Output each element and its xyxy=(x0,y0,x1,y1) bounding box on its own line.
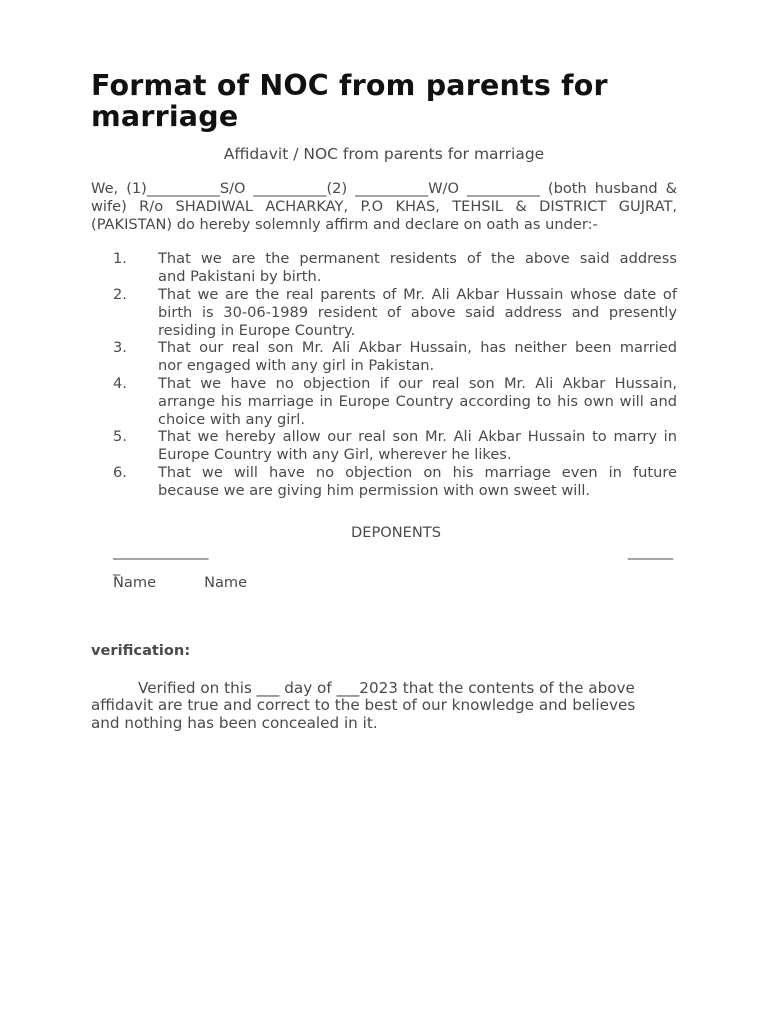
document-subtitle: Affidavit / NOC from parents for marriage xyxy=(223,145,545,163)
signature-line-right: _______ xyxy=(627,542,672,560)
list-item xyxy=(91,250,677,286)
list-item-text: That we hereby allow our real son Mr. Ali Akbar Hussain to marry in Europe Country with any Girl, wherever he likes. xyxy=(158,428,677,464)
verification-heading: verification: xyxy=(91,641,191,659)
document-page xyxy=(91,70,677,732)
verification-text: Verified on this ___ day of ___2023 that the contents of the above affidavit are true and correct to the best of our knowledge and believes and nothing has been concealed in it. xyxy=(91,678,636,732)
list-item-text: That we have no objection if our real son Mr. Ali Akbar Hussain, arrange his marriage in Europe Country according to his own will and choice with any girl. xyxy=(158,374,677,428)
list-item-number: 4. xyxy=(113,374,127,392)
list-item xyxy=(91,339,677,375)
list-item xyxy=(91,286,677,339)
deponents-heading: DEPONENTS xyxy=(351,523,441,541)
list-item-text: That we are the permanent residents of the above said address and Pakistani by birth. xyxy=(158,250,677,286)
document-title: Format of NOC from parents for marriage xyxy=(91,69,608,133)
signature-lines xyxy=(91,544,677,574)
list-item-number: 5. xyxy=(113,428,127,446)
list-item-text: That our real son Mr. Ali Akbar Hussain, has neither been married nor engaged with any girl in Pakistan. xyxy=(158,339,677,375)
list-item-text: That we are the real parents of Mr. Ali Akbar Hussain whose date of birth is 30-06-1989 resident of above said address and presently residing in Europe Country. xyxy=(158,285,677,339)
signature-line-left: _______________ _ xyxy=(113,542,208,576)
deponent-name-right: Name xyxy=(204,573,248,591)
list-item-number: 6. xyxy=(113,463,127,481)
declarations-list xyxy=(91,250,677,499)
intro-paragraph: We, (1)__________S/O __________(2) __________W/O __________ (both husband & wife) R/o SHADIWAL ACHARKAY, P.O KHAS, TEHSIL & DISTRICT GUJRAT, (PAKISTAN) do hereby solemnly affirm and declare on oath as under:- xyxy=(91,180,677,233)
list-item xyxy=(91,428,677,464)
list-item xyxy=(91,375,677,428)
list-item-number: 2. xyxy=(113,285,127,303)
list-item-text: That we will have no objection on his marriage even in future because we are giving him permission with own sweet will. xyxy=(158,463,677,499)
list-item-number: 3. xyxy=(113,339,127,357)
deponent-names xyxy=(91,574,677,592)
deponent-name-left: Name xyxy=(113,573,157,591)
list-item xyxy=(91,464,677,500)
list-item-number: 1. xyxy=(113,250,127,268)
